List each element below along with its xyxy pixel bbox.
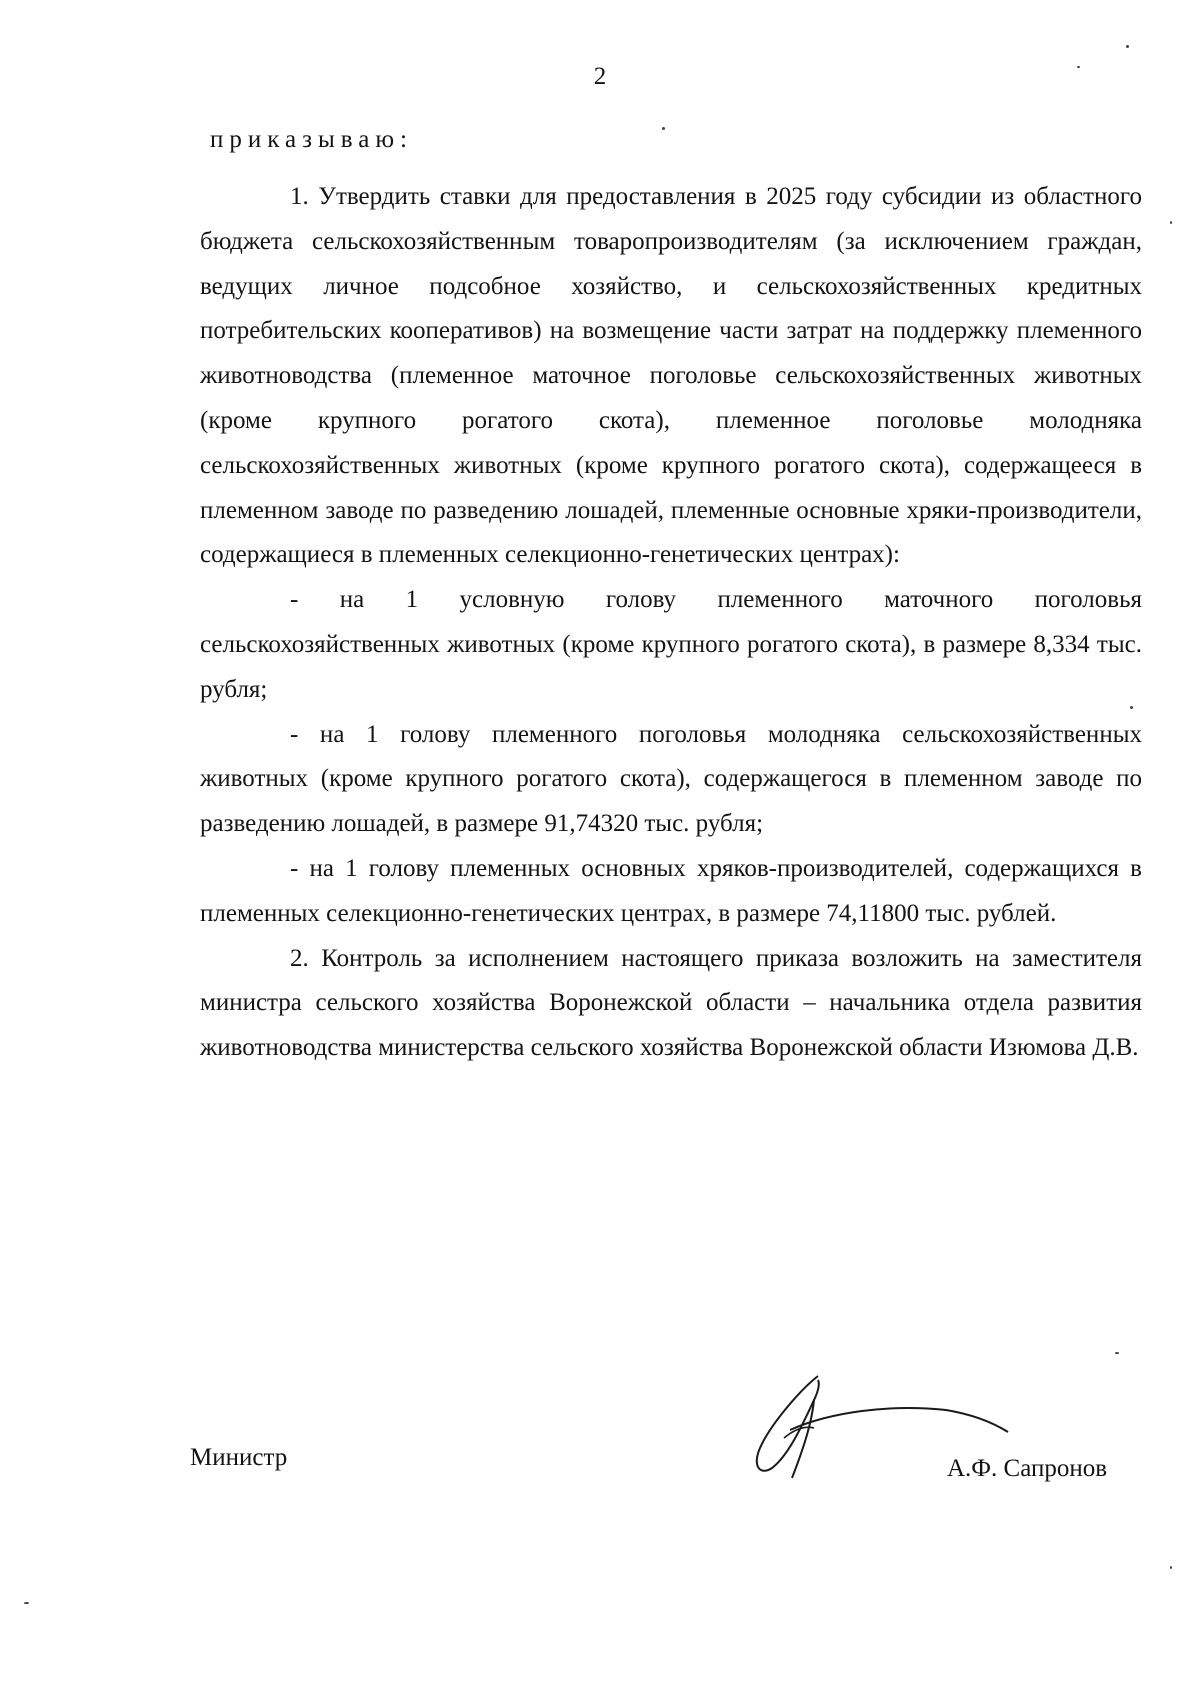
rate-boars: - на 1 голову племенных основных хряков-производителей, содержащихся в племенных селекционно-генетических центрах, в размере 74,11800 тыс. рублей. — [200, 854, 1142, 927]
rate-breeding-stock: - на 1 условную голову племенного маточного поголовья сельскохозяйственных животных (кроме крупного рогатого скота), в размере 8,334 тыс. рубля; — [200, 586, 1142, 703]
page-number: 2 — [593, 63, 607, 90]
signatory-name: А.Ф. Сапронов — [947, 1455, 1108, 1482]
paragraph-item-1: 1. Утвердить ставки для предоставления в 2025 году субсидии из областного бюджета сельскохозяйственным товаропроизводителям (за исключением граждан, ведущих личное подсобное хозяйство, и сельскохозяйственных кредитных потребительских кооперативов) на возмещение части затрат на поддержку племенного животноводства (племенное маточное поголовье сельскохозяйственных животных (кроме крупного рогатого скота), племенное поголовье молодняка сельскохозяйственных животных (кроме крупного рогатого скота), содержащееся в племенном заводе по разведению лошадей, племенные основные хряки-производители, содержащиеся в племенных селекционно-генетических центрах): — [200, 183, 1142, 569]
document-body — [200, 175, 1142, 1071]
scan-speck — [1126, 45, 1129, 48]
rate-young-stock: - на 1 голову племенного поголовья молодняка сельскохозяйственных животных (кроме крупного рогатого скота), содержащегося в племенном заводе по разведению лошадей, в размере 91,74320 тыс. рубля; — [200, 720, 1142, 838]
paragraph-item-2: 2. Контроль за исполнением настоящего приказа возложить на заместителя министра сельского хозяйства Воронежской области – начальника отдела развития животноводства министерства сельского хозяйства Воронежской области Изюмова Д.В. — [200, 944, 1142, 1062]
order-heading: приказываю: — [210, 126, 413, 153]
scan-speck — [1115, 1352, 1119, 1354]
scan-speck — [1170, 221, 1172, 224]
scan-speck — [1170, 1566, 1172, 1569]
scan-speck — [24, 1602, 29, 1604]
scan-speck — [662, 127, 665, 130]
scan-speck — [1077, 66, 1080, 68]
scan-speck — [1130, 706, 1133, 709]
signatory-title: Министр — [190, 1444, 288, 1471]
